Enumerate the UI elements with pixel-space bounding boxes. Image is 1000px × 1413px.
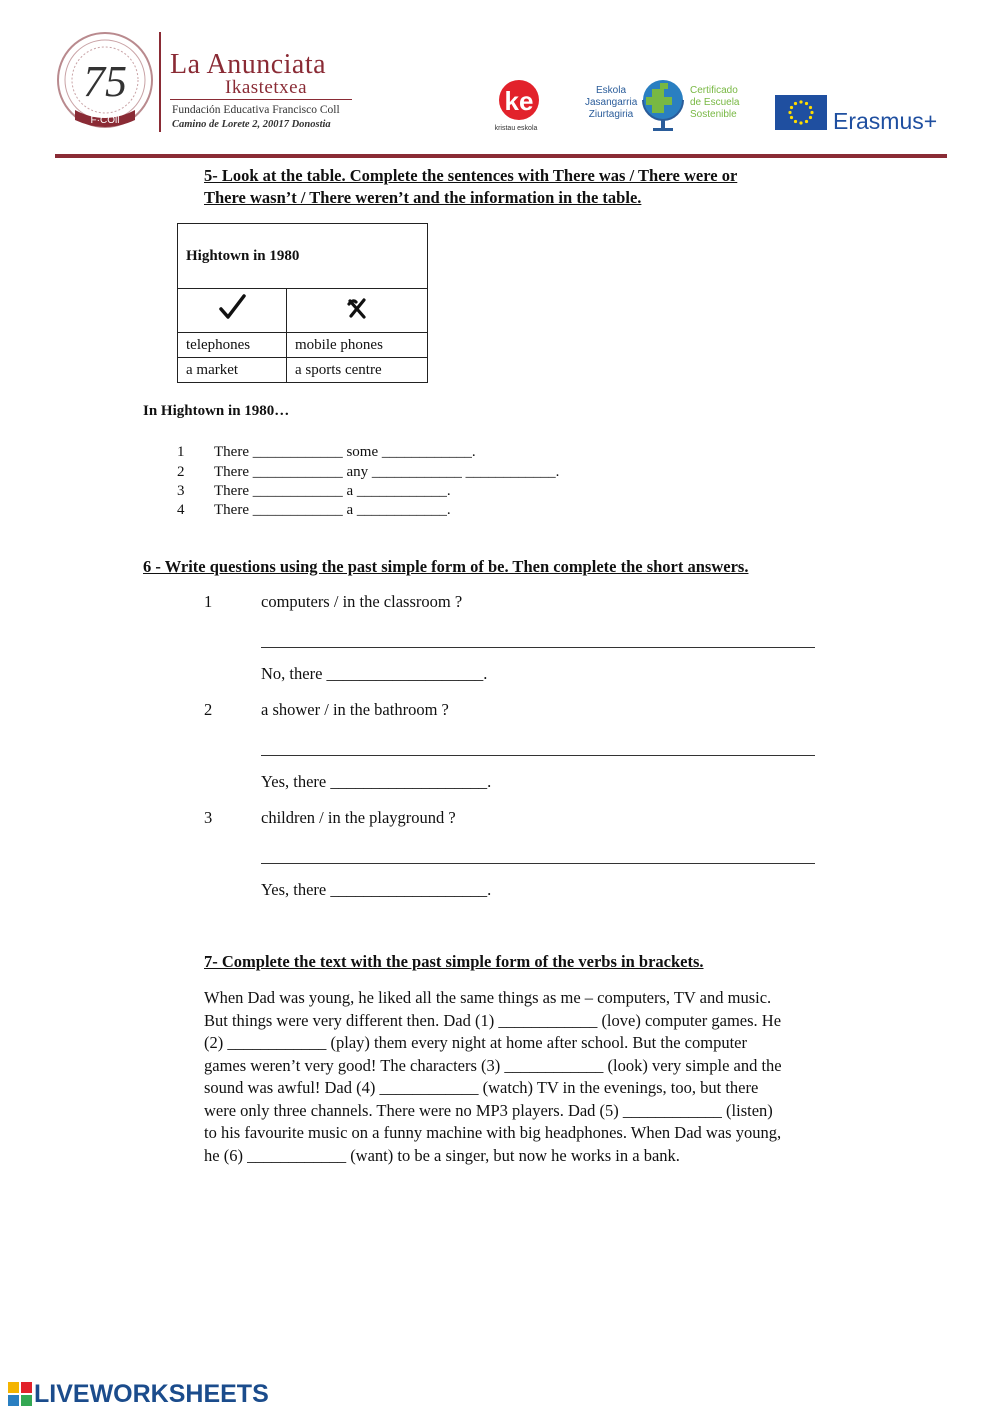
answer-line[interactable] — [261, 755, 815, 756]
short-answer[interactable]: Yes, there ___________________. — [261, 772, 492, 791]
section5-heading: 5- Look at the table. Complete the sentences with There was / There were or There wasn’t / There weren’t and the information in the table. — [204, 166, 738, 207]
hightown-intro: In Hightown in 1980… — [143, 403, 290, 419]
sentence-number: 3 — [177, 483, 185, 499]
question-number: 3 — [204, 808, 213, 827]
question-prompt: a shower / in the bathroom ? — [261, 700, 449, 719]
table-row — [178, 333, 428, 358]
certificado-escuela-text: Certificado de Escuela Sostenible — [690, 85, 740, 120]
hightown-table — [177, 223, 428, 383]
eu-flag-icon — [775, 95, 827, 130]
school-seal-logo — [55, 30, 155, 130]
short-answer[interactable]: Yes, there ___________________. — [261, 880, 492, 899]
liveworksheets-icon — [8, 1382, 32, 1406]
table-cell: a market — [178, 358, 287, 383]
kristau-eskola-logo — [485, 78, 547, 132]
sentence-text[interactable]: There ____________ a ____________. — [214, 483, 451, 499]
school-name: La Anunciata — [170, 49, 327, 80]
section7-paragraph — [204, 987, 782, 1167]
header-small-rule — [170, 99, 352, 100]
table-title: Hightown in 1980 — [178, 224, 428, 289]
paragraph-line: When Dad was young, he liked all the same things as me – computers, TV and music. — [204, 988, 772, 1007]
paragraph-line[interactable]: But things were very different then. Dad (1) ____________ (love) computer games. He — [204, 1010, 782, 1030]
cross-icon — [345, 308, 369, 324]
sentence-number: 1 — [177, 444, 185, 460]
answer-line[interactable] — [261, 647, 815, 648]
globe-icon — [638, 75, 688, 135]
sentence-text[interactable]: There ____________ any ____________ ____________. — [214, 464, 560, 480]
table-cell: telephones — [178, 333, 287, 358]
question-prompt: computers / in the classroom ? — [261, 592, 463, 611]
school-address: Camino de Lorete 2, 20017 Donostia — [172, 119, 331, 130]
section6-heading: 6 - Write questions using the past simple form of be. Then complete the short answers. — [143, 557, 749, 576]
erasmus-logo-text: Erasmus+ — [833, 108, 938, 134]
table-cell: mobile phones — [287, 333, 428, 358]
paragraph-line[interactable]: (2) ____________ (play) them every night at home after school. But the computer — [204, 1033, 747, 1052]
svg-text:F·COll: F·COll — [90, 115, 120, 126]
paragraph-line[interactable]: games weren’t very good! The characters (3) ____________ (look) very simple and the — [204, 1055, 782, 1075]
question-number: 1 — [204, 592, 213, 611]
sentence-number: 2 — [177, 464, 185, 480]
paragraph-line[interactable]: sound was awful! Dad (4) ____________ (watch) TV in the evenings, too, but there — [204, 1078, 759, 1097]
question-prompt: children / in the playground ? — [261, 808, 456, 827]
school-subtitle: Ikastetxea — [225, 77, 308, 98]
paragraph-line[interactable]: were only three channels. There were no MP3 players. Dad (5) ____________ (listen) — [204, 1100, 773, 1120]
liveworksheets-brand[interactable]: LIVEWORKSHEETS — [34, 1380, 269, 1408]
section7-heading: 7- Complete the text with the past simple form of the verbs in brackets. — [204, 952, 704, 971]
sentence-text[interactable]: There ____________ some ____________. — [214, 444, 476, 460]
svg-text:kristau eskola: kristau eskola — [494, 125, 538, 132]
header-divider — [159, 32, 161, 132]
eskola-jasangarria-text: Eskola Jasangarria Ziurtagiria — [585, 85, 638, 120]
check-icon — [217, 311, 247, 327]
svg-text:ke: ke — [504, 86, 534, 116]
paragraph-line[interactable]: he (6) ____________ (want) to be a singer, but now he works in a bank. — [204, 1145, 680, 1165]
table-cell: a sports centre — [287, 358, 428, 383]
svg-text:75: 75 — [83, 57, 127, 106]
foundation-text: Fundación Educativa Francisco Coll — [172, 104, 340, 116]
short-answer[interactable]: No, there ___________________. — [261, 664, 488, 683]
table-row — [178, 358, 428, 383]
header-rule — [55, 154, 947, 158]
paragraph-line: to his favourite music on a funny machine with big headphones. When Dad was young, — [204, 1123, 782, 1142]
question-number: 2 — [204, 700, 213, 719]
sentence-number: 4 — [177, 502, 185, 518]
table-cell — [287, 289, 428, 333]
answer-line[interactable] — [261, 863, 815, 864]
sentence-text[interactable]: There ____________ a ____________. — [214, 502, 451, 518]
table-cell — [178, 289, 287, 333]
